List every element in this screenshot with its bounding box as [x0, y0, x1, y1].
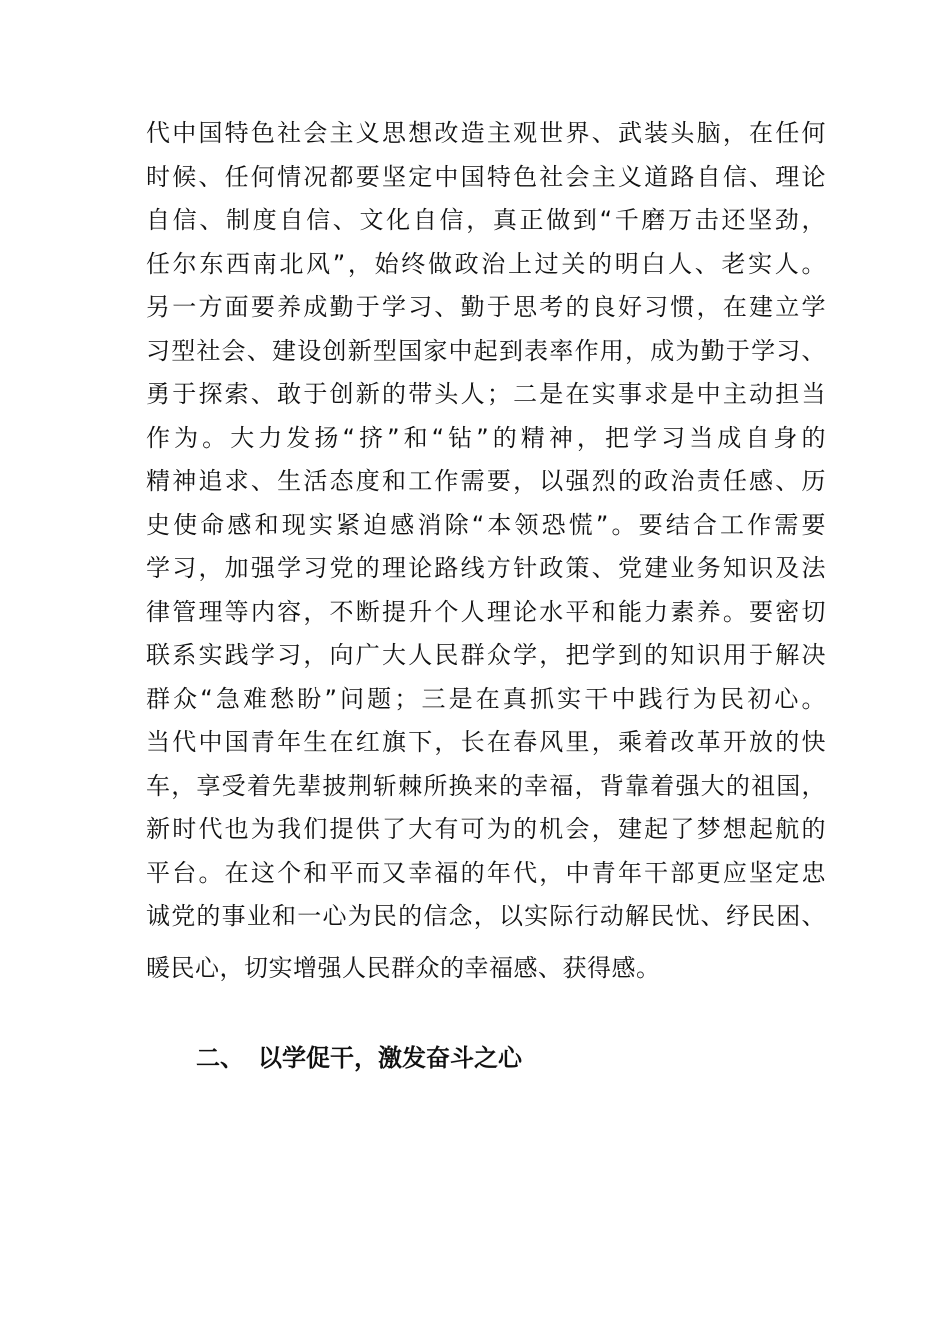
text-line: 车，享受着先辈披荆斩棘所换来的幸福，背靠着强大的祖国， — [146, 771, 826, 800]
text-line: 自信、制度自信、文化自信，真正做到“千磨万击还坚劲， — [146, 206, 826, 234]
text-line: 平台。在这个和平而又幸福的年代，中青年干部更应坚定忠 — [146, 858, 826, 887]
text-line: 勇于探索、敢于创新的带头人；二是在实事求是中主动担当 — [146, 380, 826, 408]
text-line: 律管理等内容，不断提升个人理论水平和能力素养。要密切 — [146, 597, 826, 626]
section-number: 二、 — [196, 1044, 244, 1072]
text-line: 另一方面要养成勤于学习、勤于思考的良好习惯，在建立学 — [146, 293, 826, 321]
section-heading — [196, 1038, 522, 1073]
text-line: 精神追求、生活态度和工作需要，以强烈的政治责任感、历 — [146, 467, 826, 495]
text-line: 任尔东西南北风”，始终做政治上过关的明白人、老实人。 — [146, 249, 826, 278]
text-line: 暖民心，切实增强人民群众的幸福感、获得感。 — [146, 953, 661, 982]
section-title: 以学促干，激发奋斗之心 — [258, 1044, 522, 1072]
text-line: 习型社会、建设创新型国家中起到表率作用，成为勤于学习、 — [146, 336, 826, 365]
text-line: 作为。大力发扬“挤”和“钻”的精神，把学习当成自身的 — [146, 423, 826, 452]
body-paragraph — [146, 112, 826, 990]
text-line: 时候、任何情况都要坚定中国特色社会主义道路自信、理论 — [146, 162, 826, 191]
text-line: 新时代也为我们提供了大有可为的机会，建起了梦想起航的 — [146, 815, 826, 843]
text-line: 代中国特色社会主义思想改造主观世界、武装头脑，在任何 — [146, 119, 826, 147]
text-line: 群众“急难愁盼”问题；三是在真抓实干中践行为民初心。 — [146, 684, 826, 713]
text-line: 史使命感和现实紧迫感消除“本领恐慌”。要结合工作需要 — [146, 510, 826, 539]
text-line: 学习，加强学习党的理论路线方针政策、党建业务知识及法 — [146, 554, 826, 582]
text-line: 联系实践学习，向广大人民群众学，把学到的知识用于解决 — [146, 641, 826, 669]
text-line: 诚党的事业和一心为民的信念，以实际行动解民忧、纾民困、 — [146, 902, 826, 930]
text-line: 当代中国青年生在红旗下，长在春风里，乘着改革开放的快 — [146, 728, 826, 756]
